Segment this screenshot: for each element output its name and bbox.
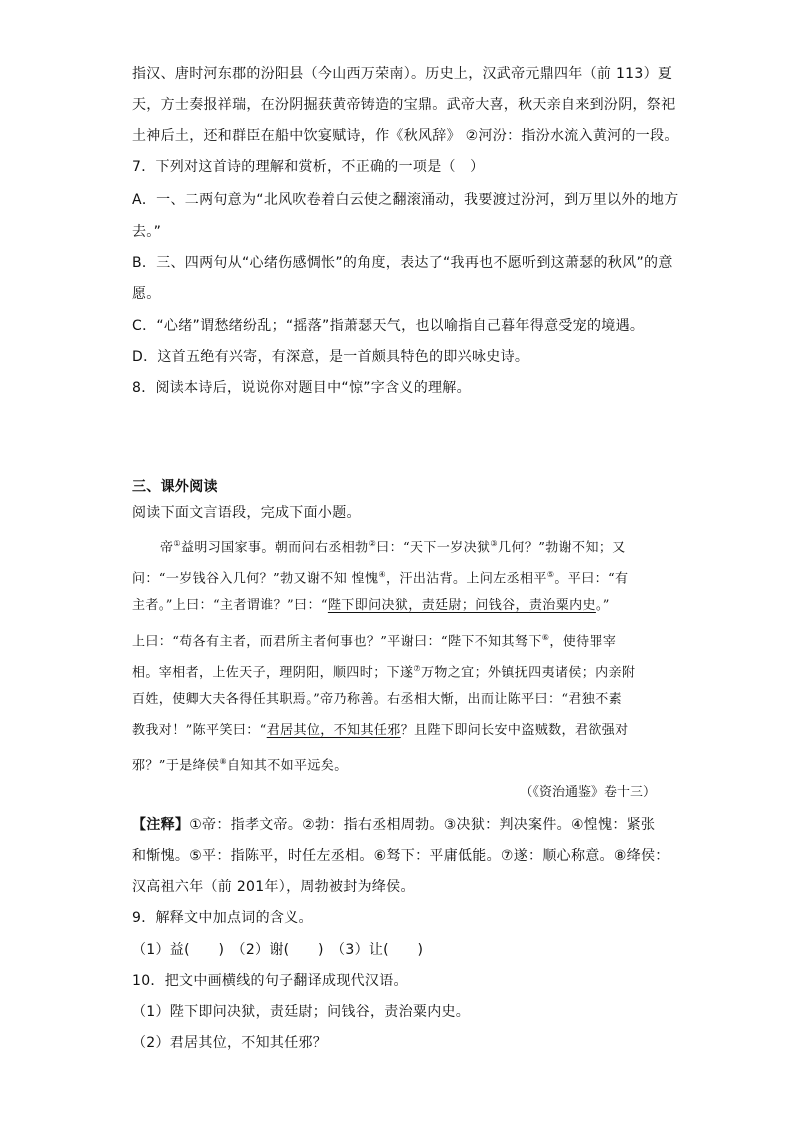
q7-option-a-line-2: 去。” [132,224,162,240]
passage-line-8: 邪？”于是绛侯⑧自知其不如平远矣。 [132,757,348,774]
section-intro: 阅读下面文言语段，完成下面小题。 [132,505,361,521]
q7-stem: 7．下列对这首诗的理解和赏析，不正确的一项是（ ） [132,159,485,175]
q7-option-b-line-2: 愿。 [132,286,161,302]
note-line-3: 土神后土，还和群臣在船中饮宴赋诗，作《秋风辞》 ②河汾：指汾水流入黄河的一段。 [132,128,679,144]
q8-stem: 8．阅读本诗后，说说你对题目中“惊”字含义的理解。 [132,380,471,396]
q9-items: （1）益( ) （2）谢( ) （3）让( ) [132,942,424,958]
q9-stem: 9．解释文中加点词的含义。 [132,910,313,926]
underlined-sentence-2: 君居其位，不知其任邪 [266,723,401,738]
passage-line-2: 问：“一岁钱谷入几何？”勃又谢不知 惶愧④，汗出沾背。上问左丞相平⑤。平曰：“有 [132,570,629,587]
q10-stem: 10．把文中画横线的句子翻译成现代汉语。 [132,973,408,989]
q10-sentence-1: （1）陛下即问决狱，责廷尉；问钱谷，责治粟内史。 [132,1004,471,1020]
note-line-2: 天，方士奏报祥瑞，在汾阴掘获黄帝铸造的宝鼎。武帝大喜，秋天亲自来到汾阴，祭祀 [132,97,676,113]
passage-line-4: 上曰：“苟各有主者，而君所主者何事也？”平谢曰：“陛下不知其驽下⑥，使待罪宰 [132,633,617,650]
passage-source: （《资治通鉴》卷十三） [519,785,656,800]
underlined-sentence-1: 陛下即问决狱，责廷尉；问钱谷，责治粟内史 [327,598,596,613]
q7-option-c: C．“心绪”谓愁绪纷乱；“摇落”指萧瑟天气，也以喻指自己暮年得意受宠的境遇。 [132,318,645,334]
section-title: 三、课外阅读 [132,479,218,495]
passage-line-7: 教我对！”陈平笑曰：“君居其位，不知其任邪？且陛下即问长安中盗贼数，君欲强对 [132,723,629,738]
q7-option-a-line-1: A．一、二两句意为“北风吹卷着白云使之翻滚涌动，我要渡过汾河，到万里以外的地方 [132,192,679,208]
passage-line-6: 百姓，使卿大夫各得任其职焉。”帝乃称善。右丞相大惭，出而让陈平曰：“君独不素 [132,692,622,707]
q10-sentence-2: （2）君居其位，不知其任邪？ [132,1035,328,1051]
notes-line-1: 【注释】①帝：指孝文帝。②勃：指右丞相周勃。③决狱：判决案件。④惶愧：紧张 [132,817,656,833]
passage-line-3: 主者。”上曰：“主者谓谁？”曰：“陛下即问决狱，责廷尉；问钱谷，责治粟内史。” [132,598,610,613]
note-line-1: 指汉、唐时河东郡的汾阳县（今山西万荣南）。历史上，汉武帝元鼎四年（前 113）夏 [132,66,673,82]
q7-option-d: D．这首五绝有兴寄，有深意，是一首颇具特色的即兴咏史诗。 [132,349,530,365]
notes-line-2: 和惭愧。⑤平：指陈平，时任左丞相。⑥驽下：平庸低能。⑦遂：顺心称意。⑧绛侯： [132,848,670,864]
notes-line-3: 汉高祖六年（前 201年），周勃被封为绛侯。 [132,879,415,895]
passage-line-5: 相。宰相者，上佐天子，理阴阳，顺四时；下遂⑦万物之宜；外镇抚四夷诸侯；内亲附 [132,664,636,681]
q7-option-b-line-1: B．三、四两句从“心绪伤感惆怅”的角度，表达了“我再也不愿听到这萧瑟的秋风”的意 [132,255,673,271]
passage-line-1: 帝①益明习国家事。朝而问右丞相勃②曰：“天下一岁决狱③几何？”勃谢不知；又 [160,539,626,556]
